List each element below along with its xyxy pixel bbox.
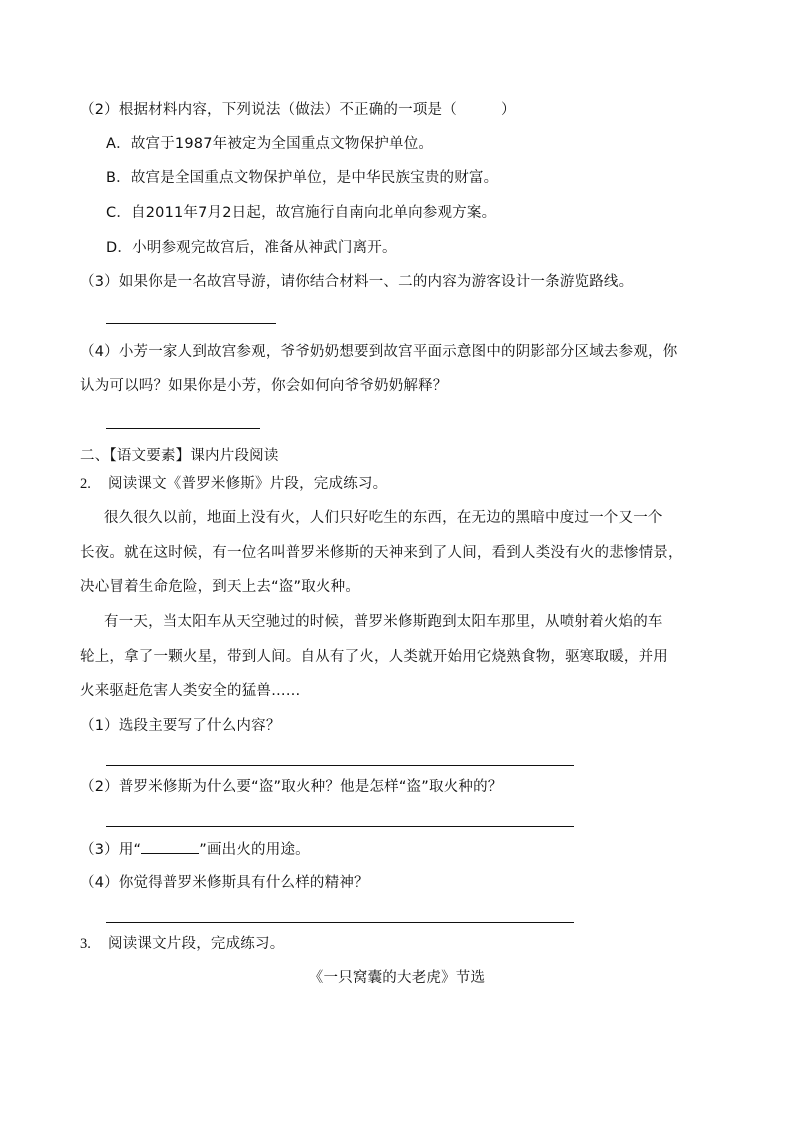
q3-answer-line[interactable] [106, 323, 276, 324]
item2-q1-answer-line[interactable] [106, 765, 574, 766]
q4-stem-line1: （4）小芳一家人到故宫参观，爷爷奶奶想要到故宫平面示意图中的阴影部分区域去参观，你 [80, 344, 678, 360]
item2-q4-answer-line[interactable] [106, 922, 574, 923]
passage-line: 轮上，拿了一颗火星，带到人间。自从有了火，人类就开始用它烧熟食物，驱寒取暖，并用 [80, 649, 668, 665]
q2-option-d: D．小明参观完故宫后，准备从神武门离开。 [106, 240, 397, 256]
item2-q2-answer-line[interactable] [106, 826, 574, 827]
q4-answer-line[interactable] [106, 428, 260, 429]
passage-line: 长夜。就在这时候，有一位名叫普罗米修斯的天神来到了人间，看到人类没有火的悲惨情景， [80, 545, 683, 561]
passage-line: 很久很久以前，地面上没有火，人们只好吃生的东西，在无边的黑暗中度过一个又一个 [104, 510, 663, 526]
item2-number: 2. [80, 476, 91, 492]
item2-q1-stem: （1）选段主要写了什么内容？ [80, 718, 281, 734]
item2-q3-prefix: （3）用“ [80, 842, 142, 858]
item2-instruction: 阅读课文《普罗米修斯》片段，完成练习。 [108, 476, 388, 492]
q2-option-b: B．故宫是全国重点文物保护单位，是中华民族宝贵的财富。 [106, 170, 499, 186]
q3-stem: （3）如果你是一名故宫导游，请你结合材料一、二的内容为游客设计一条游览路线。 [80, 274, 634, 290]
q2-stem: （2）根据材料内容，下列说法（做法）不正确的一项是（ ） [80, 102, 516, 118]
q4-stem-line2: 认为可以吗？如果你是小芳，你会如何向爷爷奶奶解释？ [80, 378, 448, 394]
item2-q4-stem: （4）你觉得普罗米修斯具有什么样的精神？ [80, 875, 369, 891]
item2-q3-suffix: ”画出火的用途。 [199, 842, 310, 858]
item3-instruction: 阅读课文片段，完成练习。 [108, 936, 285, 952]
q2-option-a: A．故宫于1987年被定为全国重点文物保护单位。 [106, 136, 434, 152]
item2-q2-stem: （2）普罗米修斯为什么要“盗”取火种？他是怎样“盗”取火种的？ [80, 779, 503, 795]
passage-line: 决心冒着生命危险，到天上去“盗”取火种。 [80, 579, 361, 595]
section2-heading: 二、【语文要素】课内片段阅读 [80, 448, 279, 464]
item2-q3-stem [80, 839, 310, 860]
item3-title: 《一只窝囊的大老虎》节选 [308, 970, 486, 986]
passage-line: 有一天，当太阳车从天空驰过的时候，普罗米修斯跑到太阳车那里，从喷射着火焰的车 [104, 614, 663, 630]
item2-q3-underline-mark [141, 839, 199, 854]
q2-option-c: C．自2011年7月2日起，故宫施行自南向北单向参观方案。 [106, 205, 497, 221]
passage-line: 火来驱赶危害人类安全的猛兽…… [80, 683, 301, 699]
item3-number: 3. [80, 936, 91, 952]
